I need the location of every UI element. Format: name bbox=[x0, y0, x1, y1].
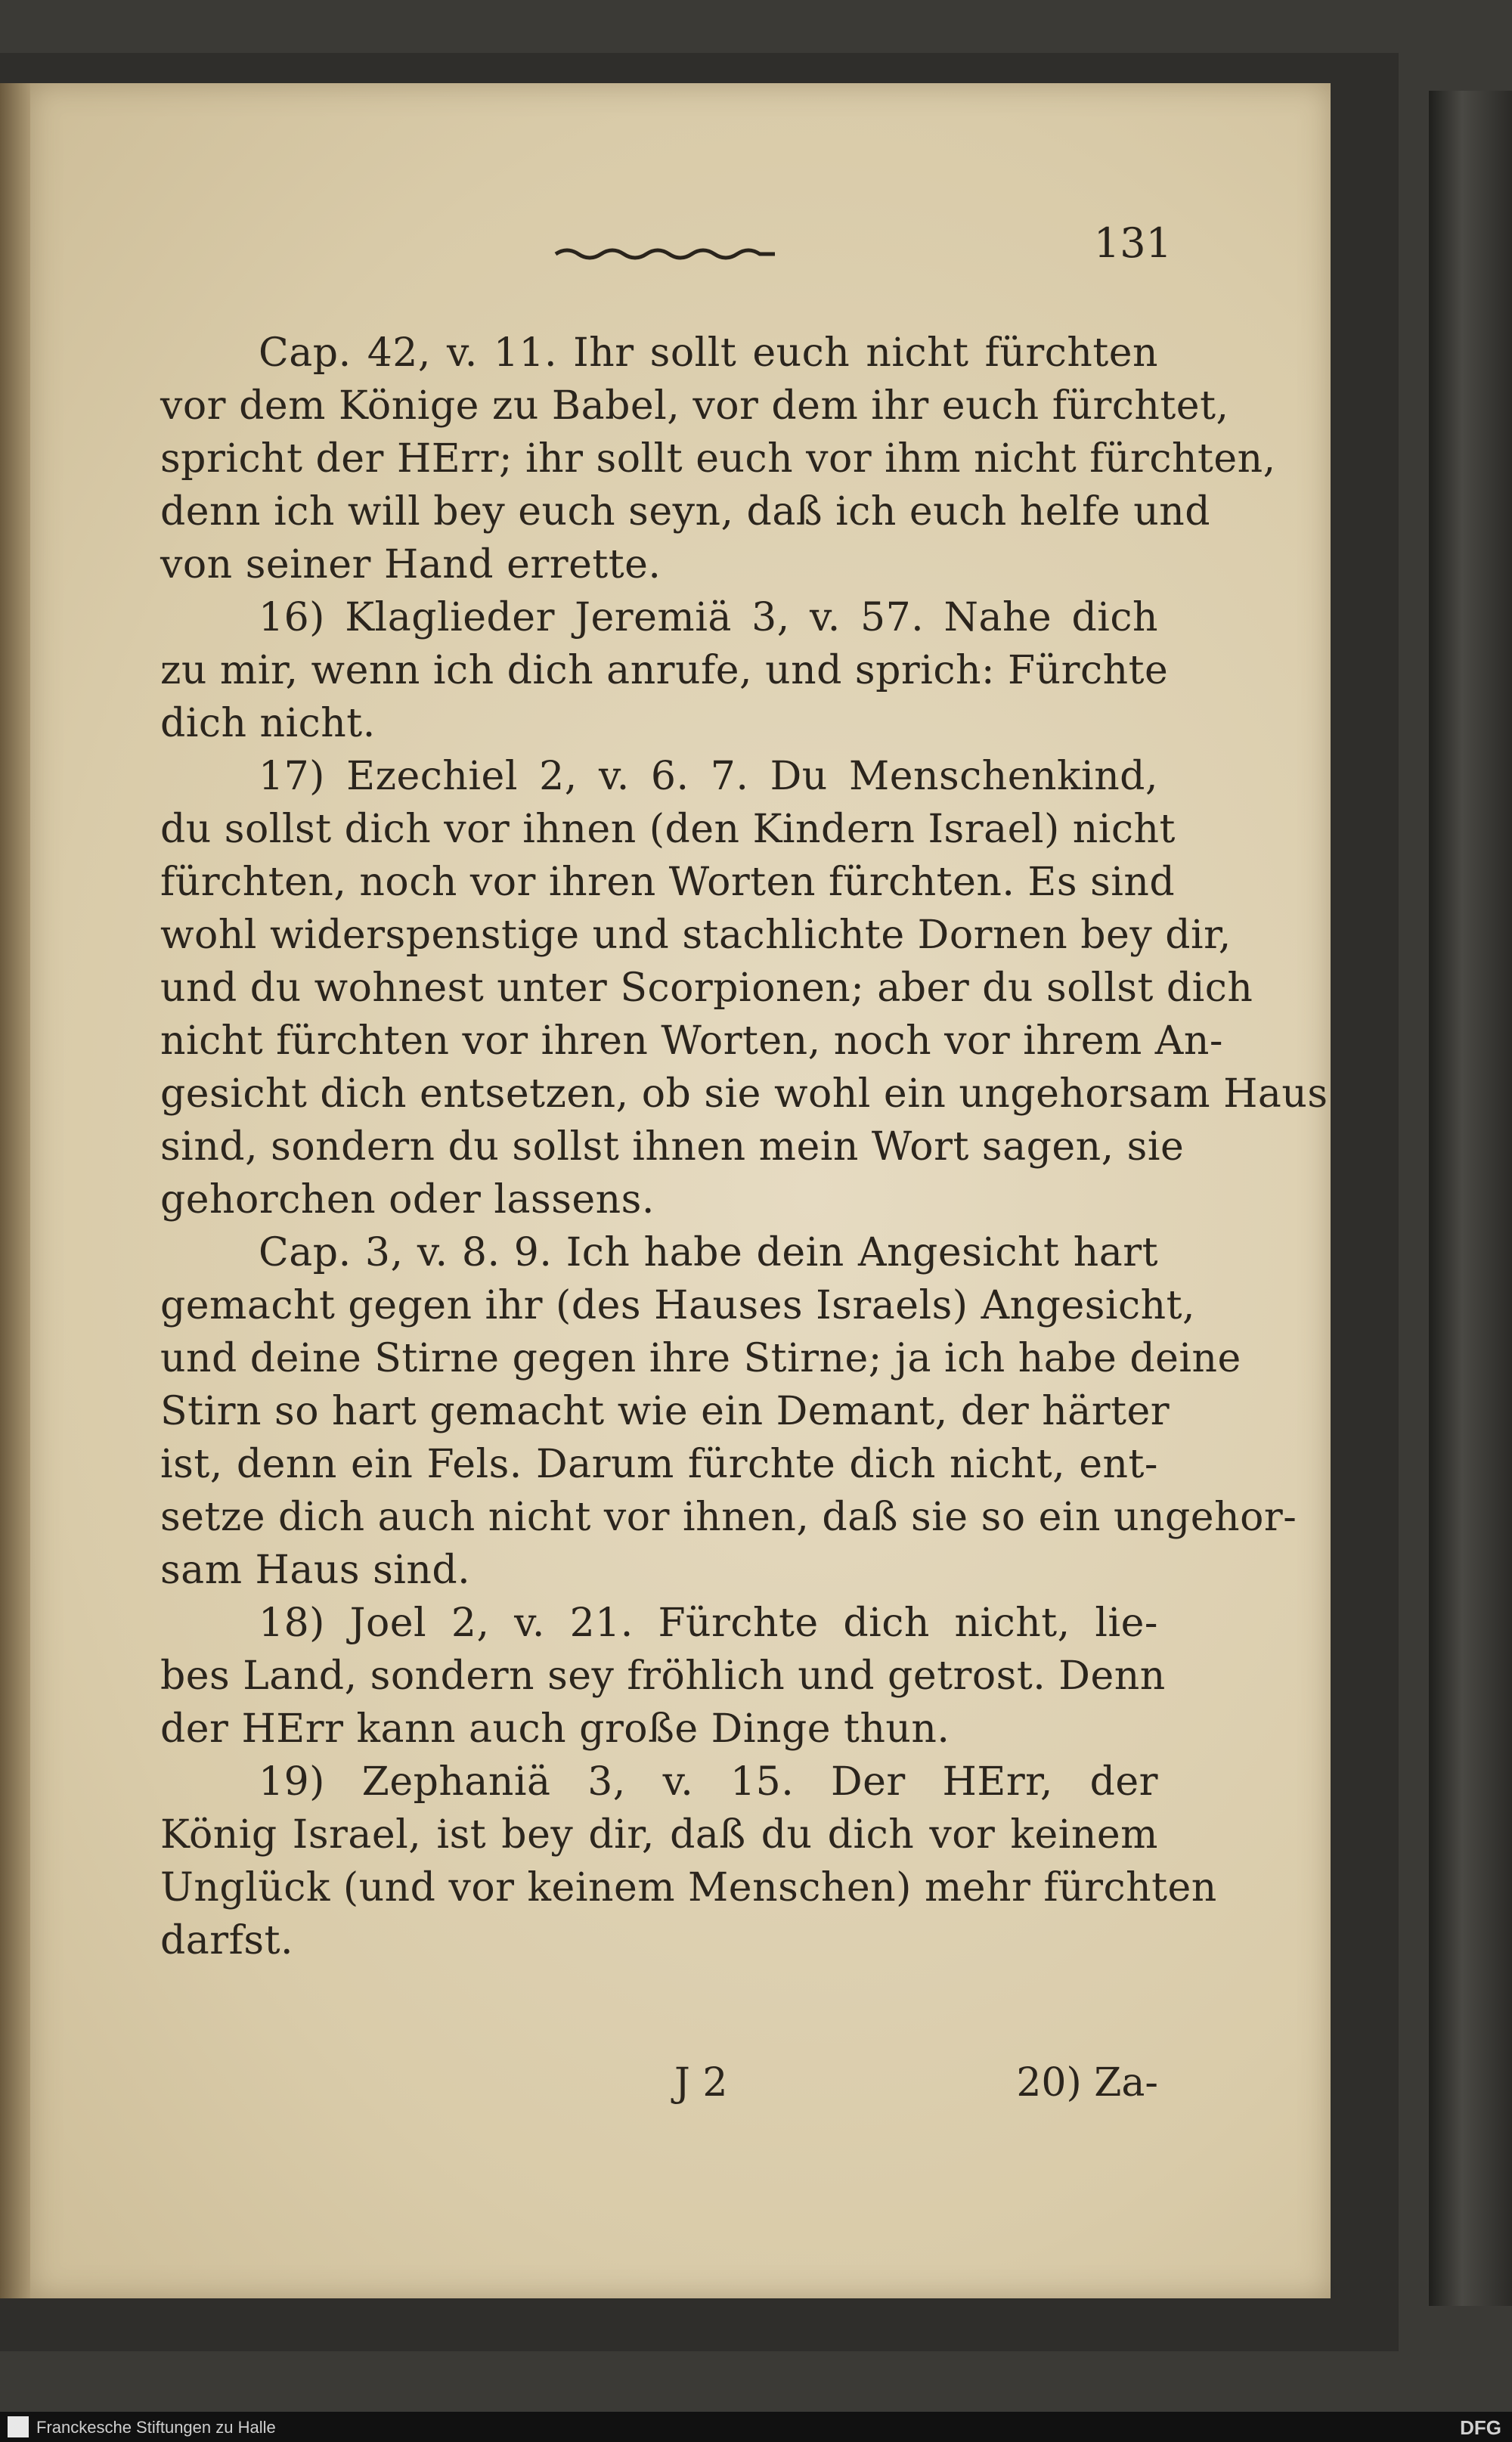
text-line: Stirn so hart gemacht wie ein Demant, der härter bbox=[160, 1389, 1170, 1434]
text-line: du sollst dich vor ihnen (den Kindern Israel) nicht bbox=[160, 807, 1176, 852]
text-line: darfst. bbox=[160, 1918, 294, 1963]
text-line: denn ich will bey euch seyn, daß ich euch helfe und bbox=[160, 489, 1210, 535]
viewer-footer-bar bbox=[0, 2412, 1512, 2442]
text-line: König Israel, ist bey dir, daß du dich vor keinem bbox=[160, 1812, 1158, 1858]
text-line: 17) Ezechiel 2, v. 6. 7. Du Menschenkind, bbox=[259, 754, 1158, 799]
text-line: wohl widerspenstige und stachlichte Dornen bey dir, bbox=[160, 913, 1232, 958]
text-line: 19) Zephaniä 3, v. 15. Der HErr, der bbox=[259, 1759, 1158, 1805]
credit-text: Franckesche Stiftungen zu Halle bbox=[36, 2418, 276, 2437]
text-line: und deine Stirne gegen ihre Stirne; ja ich habe deine bbox=[160, 1336, 1241, 1381]
text-line: sind, sondern du sollst ihnen mein Wort sagen, sie bbox=[160, 1124, 1185, 1170]
text-line: und du wohnest unter Scorpionen; aber du sollst dich bbox=[160, 965, 1253, 1011]
text-line: Unglück (und vor keinem Menschen) mehr fürchten bbox=[160, 1865, 1217, 1911]
text-line: nicht fürchten vor ihren Worten, noch vor ihrem An- bbox=[160, 1018, 1223, 1064]
text-line: Cap. 3, v. 8. 9. Ich habe dein Angesicht hart bbox=[259, 1230, 1158, 1275]
page-footer bbox=[160, 2056, 1158, 2109]
text-line: zu mir, wenn ich dich anrufe, und sprich: Fürchte bbox=[160, 648, 1169, 693]
signature-mark: J 2 bbox=[674, 2060, 728, 2106]
book-edge bbox=[1429, 91, 1512, 2306]
text-line: spricht der HErr; ihr sollt euch vor ihm nicht fürchten, bbox=[160, 436, 1276, 482]
text-line: gehorchen oder lassens. bbox=[160, 1177, 655, 1223]
text-line: 18) Joel 2, v. 21. Fürchte dich nicht, lie- bbox=[259, 1601, 1158, 1646]
text-line: 16) Klaglieder Jeremiä 3, v. 57. Nahe dich bbox=[259, 595, 1158, 640]
text-line: setze dich auch nicht vor ihnen, daß sie so ein ungehor- bbox=[160, 1495, 1297, 1540]
text-line: von seiner Hand errette. bbox=[160, 542, 662, 587]
ornament-rule bbox=[552, 243, 779, 262]
text-line: vor dem Könige zu Babel, vor dem ihr euch fürchtet, bbox=[160, 383, 1229, 429]
text-line: gemacht gegen ihr (des Hauses Israels) Angesicht, bbox=[160, 1283, 1196, 1328]
text-line: bes Land, sondern sey fröhlich und getrost. Denn bbox=[160, 1653, 1166, 1699]
text-line: der HErr kann auch große Dinge thun. bbox=[160, 1706, 950, 1752]
text-line: fürchten, noch vor ihren Worten fürchten. Es sind bbox=[160, 860, 1176, 905]
page-number: 131 bbox=[1093, 219, 1172, 267]
funder-logo: DFG bbox=[1460, 2416, 1501, 2439]
library-logo-icon bbox=[8, 2416, 29, 2437]
text-line: gesicht dich entsetzen, ob sie wohl ein ungehorsam Haus bbox=[160, 1071, 1328, 1117]
catchword: 20) Za- bbox=[1016, 2060, 1158, 2106]
body-text bbox=[160, 327, 1328, 1967]
text-line: ist, denn ein Fels. Darum fürchte dich nicht, ent- bbox=[160, 1442, 1158, 1487]
text-line: sam Haus sind. bbox=[160, 1548, 471, 1593]
text-line: Cap. 42, v. 11. Ihr sollt euch nicht fürchten bbox=[259, 330, 1158, 376]
text-line: dich nicht. bbox=[160, 701, 376, 746]
